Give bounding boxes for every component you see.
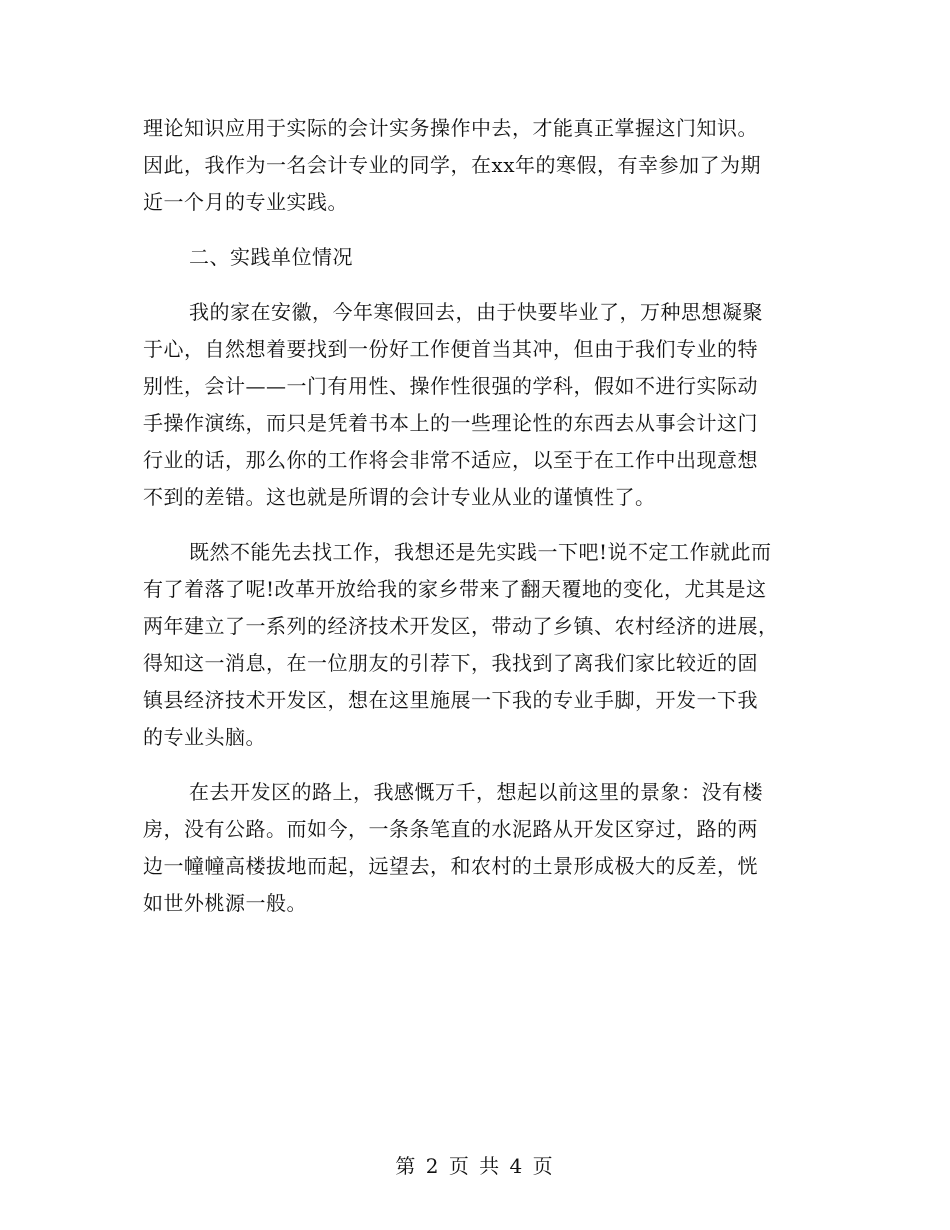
section-heading-text: 二、实践单位情况	[189, 245, 353, 269]
paragraph-line: 边一幢幢高楼拔地而起，远望去，和农村的土景形成极大的反差，恍	[143, 854, 758, 878]
paragraph-intro-continuation	[143, 110, 808, 221]
paragraph-line: 两年建立了一系列的经济技术开发区，带动了乡镇、农村经济的进展，	[143, 614, 779, 638]
paragraph-line: 在去开发区的路上，我感慨万千，想起以前这里的景象：没有楼	[189, 780, 763, 804]
paragraph-line: 的专业头脑。	[143, 725, 266, 749]
paragraph-line: 因此，我作为一名会计专业的同学，在xx年的寒假，有幸参加了为期	[143, 153, 762, 177]
paragraph-line: 不到的差错。这也就是所谓的会计专业从业的谨慎性了。	[143, 485, 656, 509]
paragraph-line: 于心，自然想着要找到一份好工作便首当其冲，但由于我们专业的特	[143, 337, 758, 361]
paragraph-line: 如世外桃源一般。	[143, 891, 307, 915]
paragraph-line: 手操作演练，而只是凭着书本上的一些理论性的东西去从事会计这门	[143, 411, 758, 435]
page-number-footer: 第 2 页 共 4 页	[395, 1154, 555, 1178]
document-body	[143, 110, 808, 940]
paragraph-line: 行业的话，那么你的工作将会非常不适应，以至于在工作中出现意想	[143, 448, 758, 472]
paragraph-hometown	[143, 294, 808, 516]
section-heading	[143, 239, 808, 276]
paragraph-line: 理论知识应用于实际的会计实务操作中去，才能真正掌握这门知识。	[143, 116, 758, 140]
paragraph-line: 别性，会计——一门有用性、操作性很强的学科，假如不进行实际动	[143, 374, 758, 398]
paragraph-road-to-zone	[143, 774, 808, 922]
paragraph-line: 镇县经济技术开发区，想在这里施展一下我的专业手脚，开发一下我	[143, 688, 758, 712]
paragraph-practice-decision	[143, 534, 808, 756]
paragraph-line: 有了着落了呢!改革开放给我的家乡带来了翻天覆地的变化，尤其是这	[143, 577, 767, 601]
paragraph-line: 房，没有公路。而如今，一条条笔直的水泥路从开发区穿过，路的两	[143, 817, 758, 841]
paragraph-line: 我的家在安徽，今年寒假回去，由于快要毕业了，万种思想凝聚	[189, 300, 763, 324]
paragraph-line: 既然不能先去找工作，我想还是先实践一下吧!说不定工作就此而	[189, 540, 772, 564]
paragraph-line: 近一个月的专业实践。	[143, 190, 348, 214]
paragraph-line: 得知这一消息，在一位朋友的引荐下，我找到了离我们家比较近的固	[143, 651, 758, 675]
